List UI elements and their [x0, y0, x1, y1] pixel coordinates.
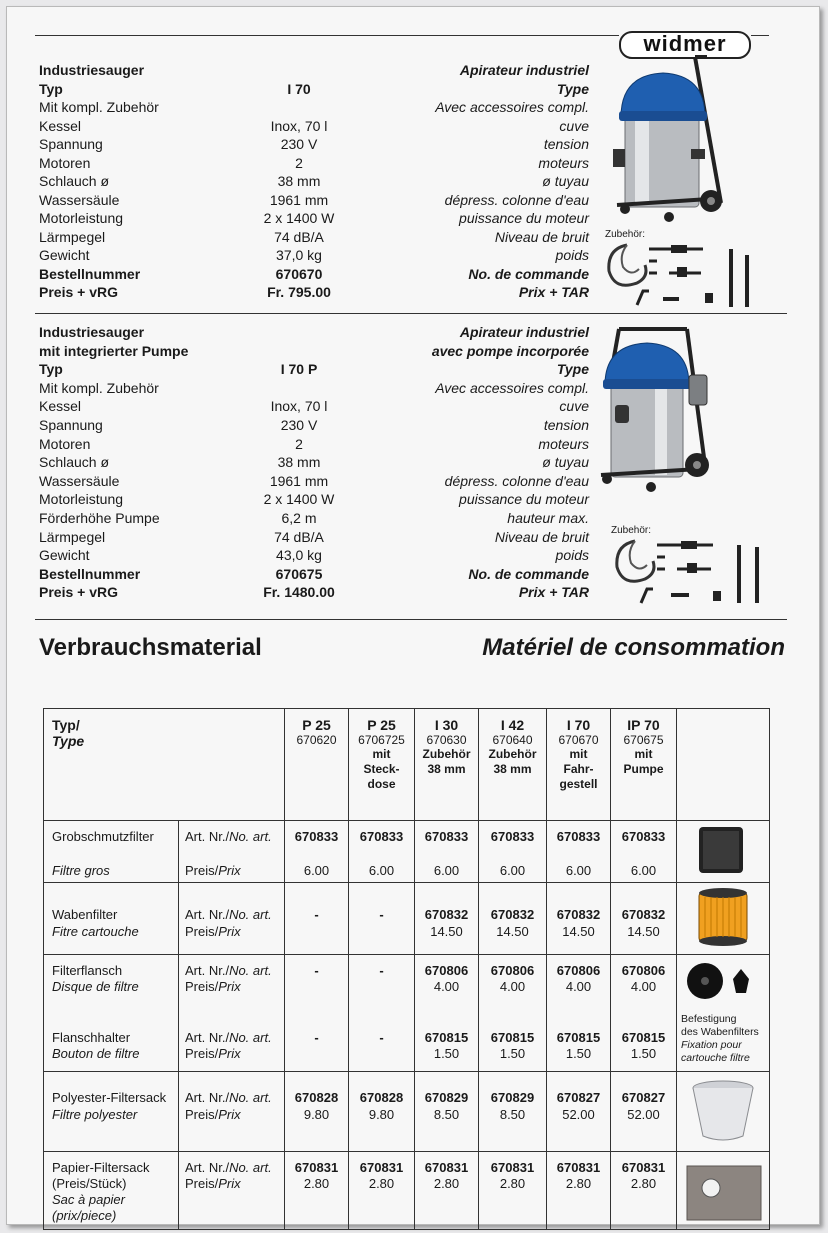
price-value: 1.50	[433, 1046, 460, 1061]
item-name-de: Filterflansch	[52, 963, 123, 978]
item-name-de: Polyester-Filtersack	[52, 1090, 167, 1105]
mounting-note-de-1: Befestigung	[681, 1013, 737, 1025]
column-header: P 25 6706725 mit Steck- dose	[349, 709, 415, 821]
table-row	[44, 821, 770, 883]
spec-label-fr: Apirateur industriel	[459, 324, 589, 340]
spec-value: 2	[295, 435, 303, 452]
consumables-title-fr: Matériel de consommation	[482, 634, 785, 661]
price-value: 6.00	[565, 863, 592, 878]
accessories-label-1: Zubehör:	[605, 229, 646, 240]
item-name-cell	[44, 1072, 179, 1152]
article-number: -	[379, 963, 384, 978]
mounting-note-de-2: des Wabenfilters	[681, 1026, 759, 1038]
paper-filter-bag-image	[677, 1152, 769, 1226]
price-label: Preis/Prix	[185, 1176, 241, 1191]
spec-label-de: Lärmpegel	[39, 228, 106, 245]
image-cell	[677, 1152, 770, 1230]
image-cell	[677, 821, 770, 883]
filter-flange-image	[681, 959, 767, 1007]
article-number: 670833	[424, 829, 469, 844]
image-column-header	[677, 709, 770, 821]
article-number: 670833	[621, 829, 666, 844]
article-number: 670815	[424, 1030, 469, 1045]
column-header: I 70 670670 mit Fahr- gestell	[547, 709, 611, 821]
item-name-cell	[44, 883, 179, 955]
article-number: -	[314, 907, 319, 922]
label-cell	[179, 883, 285, 955]
spec-value: Inox, 70 l	[270, 398, 328, 415]
spec-label-fr: tension	[543, 417, 589, 433]
spec-row	[39, 472, 589, 490]
accessories-label-2: Zubehör:	[611, 525, 652, 536]
table-row	[44, 1072, 770, 1152]
spec-row	[39, 360, 589, 378]
article-number: 670815	[621, 1030, 666, 1045]
article-number: -	[314, 963, 319, 978]
product-1-specs	[39, 61, 589, 301]
spec-label-fr: puissance du moteur	[459, 210, 589, 226]
item-name-fr: Filtre gros	[52, 863, 110, 878]
spec-row	[39, 435, 589, 453]
price-value: 4.00	[630, 979, 657, 994]
article-number: 670831	[490, 1160, 535, 1175]
catalog-page	[6, 6, 820, 1225]
article-number: 670806	[621, 963, 666, 978]
spec-label-fr: dépress. colonne d'eau	[444, 472, 589, 489]
spec-row	[39, 323, 589, 341]
article-number: 670832	[556, 907, 601, 922]
spec-row	[39, 246, 589, 264]
spec-row	[39, 172, 589, 190]
column-header: P 25 670620	[285, 709, 349, 821]
item-name-fr: Sac à papier	[52, 1192, 125, 1207]
spec-label-fr: tension	[543, 136, 589, 152]
article-number: 670832	[490, 907, 535, 922]
image-cell	[677, 1072, 770, 1152]
price-value: 2.80	[303, 1176, 330, 1191]
type-label-de: Typ/	[52, 717, 80, 733]
art-label: Art. Nr./No. art.	[185, 1160, 272, 1175]
spec-label-fr: moteurs	[538, 154, 589, 171]
column-header: I 30 670630 Zubehör 38 mm	[415, 709, 479, 821]
spec-value: 74 dB/A	[274, 528, 324, 545]
spec-row	[39, 397, 589, 415]
spec-row	[39, 528, 589, 546]
widmer-logo: widmer	[619, 31, 751, 59]
spec-label-de: Mit kompl. Zubehör	[39, 379, 159, 396]
spec-label-de: Spannung	[39, 417, 103, 433]
price-value: 6.00	[303, 863, 330, 878]
spec-label-fr: Apirateur industriel	[459, 62, 589, 78]
spec-label-de: Spannung	[39, 136, 103, 152]
polyester-filter-bag-image	[677, 1072, 769, 1148]
article-number: -	[379, 1030, 384, 1045]
price-value: 52.00	[562, 1107, 595, 1122]
spec-row	[39, 61, 589, 79]
article-number: -	[314, 1030, 319, 1045]
price-value: 9.80	[303, 1107, 330, 1122]
spec-label-de: Förderhöhe Pumpe	[39, 510, 160, 526]
item-name-de: Grobschmutzfilter	[52, 829, 154, 844]
price-value: 8.50	[499, 1107, 526, 1122]
price-value: 6.00	[368, 863, 395, 878]
article-number: 670828	[359, 1090, 404, 1105]
spec-row	[39, 509, 589, 527]
spec-label-fr: Type	[556, 361, 589, 378]
spec-label-de: Gewicht	[39, 247, 90, 263]
spec-label-de: Bestellnummer	[39, 565, 141, 582]
article-number: 670829	[490, 1090, 535, 1105]
top-rule	[35, 35, 619, 36]
spec-value: I 70	[287, 80, 311, 97]
spec-label-fr: cuve	[559, 398, 589, 415]
price-label: Preis/Prix	[185, 979, 241, 994]
price-label: Preis/Prix	[185, 924, 241, 939]
price-value: 1.50	[499, 1046, 526, 1061]
spec-row	[39, 490, 589, 508]
price-value: 52.00	[627, 1107, 660, 1122]
spec-row	[39, 154, 589, 172]
price-value: 14.50	[496, 924, 529, 939]
spec-label-de: Motorleistung	[39, 491, 124, 508]
spec-value: 6,2 m	[281, 510, 317, 526]
spec-label-fr: ø tuyau	[542, 173, 589, 189]
spec-label-fr: Prix + TAR	[518, 584, 589, 601]
spec-label-de: Wassersäule	[39, 191, 120, 208]
price-value: 14.50	[627, 924, 660, 939]
spec-label-fr: cuve	[559, 117, 589, 134]
item-name-fr: Disque de filtre	[52, 979, 139, 994]
art-label: Art. Nr./No. art.	[185, 963, 272, 978]
spec-value: 2	[295, 154, 303, 171]
spec-label-de: Kessel	[39, 398, 82, 415]
item-name-de-2: (Preis/Stück)	[52, 1176, 127, 1191]
section-rule-1	[35, 313, 787, 314]
article-number: 670806	[490, 963, 535, 978]
spec-label-de: Industriesauger	[39, 324, 145, 340]
spec-value: Inox, 70 l	[270, 117, 328, 134]
spec-label-fr: puissance du moteur	[459, 491, 589, 508]
item-name-fr-2: (prix/piece)	[52, 1208, 117, 1223]
spec-row	[39, 565, 589, 583]
price-value: 14.50	[430, 924, 463, 939]
spec-value: 74 dB/A	[274, 228, 324, 245]
item-name-fr: Fitre cartouche	[52, 924, 139, 939]
article-number: -	[379, 907, 384, 922]
price-value: 4.00	[433, 979, 460, 994]
type-header-cell	[44, 709, 285, 821]
spec-label-de: Schlauch ø	[39, 454, 110, 471]
price-label: Preis/Prix	[185, 863, 241, 878]
spec-label-fr: dépress. colonne d'eau	[444, 191, 589, 208]
article-number: 670831	[556, 1160, 601, 1175]
spec-label-fr: poids	[555, 547, 589, 564]
spec-label-de: Kessel	[39, 117, 82, 134]
price-value: 2.80	[565, 1176, 592, 1191]
spec-value: 37,0 kg	[276, 247, 322, 263]
spec-label-de: Industriesauger	[39, 62, 145, 78]
article-number: 670832	[621, 907, 666, 922]
price-value: 2.80	[433, 1176, 460, 1191]
article-number: 670831	[621, 1160, 666, 1175]
price-value: 6.00	[630, 863, 657, 878]
image-cell	[677, 955, 770, 1072]
price-value: 8.50	[433, 1107, 460, 1122]
price-value: 9.80	[368, 1107, 395, 1122]
vacuum-cleaner-i70-image	[599, 53, 729, 225]
cartridge-filter-image	[677, 883, 769, 951]
spec-label-de: Preis + vRG	[39, 284, 118, 300]
spec-row	[39, 80, 589, 98]
article-number: 670831	[424, 1160, 469, 1175]
spec-row	[39, 453, 589, 471]
spec-label-fr: Type	[556, 80, 589, 97]
item-name-de: Flanschhalter	[52, 1030, 131, 1045]
spec-row	[39, 416, 589, 434]
spec-value: I 70 P	[280, 361, 318, 378]
spec-value: Fr. 1480.00	[263, 584, 335, 601]
article-number: 670833	[294, 829, 339, 844]
spec-value: 230 V	[280, 136, 318, 152]
article-number: 670833	[490, 829, 535, 844]
label-cell	[179, 1072, 285, 1152]
item-name-de: Wabenfilter	[52, 907, 118, 922]
article-number: 670827	[621, 1090, 666, 1105]
spec-label-fr: moteurs	[538, 435, 589, 452]
article-number: 670815	[490, 1030, 535, 1045]
mounting-note-fr-1: Fixation pour	[681, 1039, 742, 1051]
item-name-fr: Filtre polyester	[52, 1107, 138, 1122]
spec-label-fr: Prix + TAR	[518, 284, 589, 300]
spec-row	[39, 117, 589, 135]
spec-value: 2 x 1400 W	[263, 210, 335, 226]
spec-label-fr: Niveau de bruit	[494, 528, 589, 545]
spec-row	[39, 209, 589, 227]
price-label: Preis/Prix	[185, 1046, 241, 1061]
spec-row	[39, 342, 589, 360]
coarse-filter-image	[677, 821, 769, 879]
spec-row	[39, 228, 589, 246]
spec-row	[39, 265, 589, 283]
article-number: 670831	[294, 1160, 339, 1175]
consumables-table	[43, 708, 770, 1230]
spec-label-de: Typ	[39, 361, 63, 378]
spec-value: 38 mm	[277, 454, 321, 471]
spec-label-de: Motorleistung	[39, 210, 124, 226]
article-number: 670831	[359, 1160, 404, 1175]
spec-label-fr: No. de commande	[468, 565, 589, 582]
vacuum-cleaner-i70p-image	[595, 325, 715, 497]
art-label: Art. Nr./No. art.	[185, 1090, 272, 1105]
item-name-cell	[44, 1152, 179, 1230]
spec-row	[39, 191, 589, 209]
type-label-fr: Type	[52, 733, 85, 749]
art-label: Art. Nr./No. art.	[185, 907, 272, 922]
price-value: 2.80	[368, 1176, 395, 1191]
spec-value: 670670	[275, 265, 323, 282]
spec-row	[39, 98, 589, 116]
spec-label-de: Schlauch ø	[39, 173, 110, 189]
spec-row	[39, 546, 589, 564]
article-number: 670827	[556, 1090, 601, 1105]
price-value: 14.50	[562, 924, 595, 939]
article-number: 670833	[359, 829, 404, 844]
spec-value: 43,0 kg	[276, 547, 322, 564]
accessories-i70p-image	[613, 533, 779, 613]
spec-label-de: Preis + vRG	[39, 584, 118, 601]
table-row	[44, 955, 770, 1072]
spec-label-de: Gewicht	[39, 547, 90, 564]
consumables-title-de: Verbrauchsmaterial	[39, 634, 262, 661]
spec-label-fr: Avec accessoires compl.	[435, 99, 589, 115]
spec-label-de: mit integrierter Pumpe	[39, 342, 189, 359]
spec-label-de: Typ	[39, 80, 63, 97]
item-name-de: Papier-Filtersack	[52, 1160, 150, 1175]
article-number: 670832	[424, 907, 469, 922]
article-number: 670828	[294, 1090, 339, 1105]
price-value: 6.00	[433, 863, 460, 878]
price-value: 4.00	[565, 979, 592, 994]
spec-value: 38 mm	[277, 173, 321, 189]
image-cell	[677, 883, 770, 955]
mounting-note-fr-2: cartouche filtre	[681, 1052, 750, 1064]
spec-label-fr: hauteur max.	[507, 510, 589, 526]
spec-label-fr: avec pompe incorporée	[431, 342, 589, 359]
label-cell	[179, 1152, 285, 1230]
article-number: 670806	[556, 963, 601, 978]
article-number: 670806	[424, 963, 469, 978]
spec-label-de: Lärmpegel	[39, 528, 106, 545]
spec-value: 1961 mm	[269, 191, 329, 208]
table-row	[44, 1152, 770, 1230]
spec-row	[39, 583, 589, 601]
spec-label-fr: poids	[555, 247, 589, 263]
table-header-row	[44, 709, 770, 821]
column-header: I 42 670640 Zubehör 38 mm	[479, 709, 547, 821]
article-number: 670829	[424, 1090, 469, 1105]
spec-label-fr: No. de commande	[468, 265, 589, 282]
price-value: 1.50	[565, 1046, 592, 1061]
label-cell	[179, 955, 285, 1072]
price-value: 4.00	[499, 979, 526, 994]
spec-row	[39, 379, 589, 397]
spec-label-de: Wassersäule	[39, 472, 120, 489]
spec-value: 230 V	[280, 417, 318, 433]
spec-label-de: Bestellnummer	[39, 265, 141, 282]
price-value: 6.00	[499, 863, 526, 878]
section-rule-2	[35, 619, 787, 620]
spec-value: 670675	[275, 565, 323, 582]
price-value: 2.80	[499, 1176, 526, 1191]
spec-label-de: Mit kompl. Zubehör	[39, 99, 159, 115]
art-label: Art. Nr./No. art.	[185, 829, 272, 844]
product-2-specs	[39, 323, 589, 603]
spec-value: 1961 mm	[269, 472, 329, 489]
spec-label-fr: Niveau de bruit	[494, 228, 589, 245]
column-header: IP 70 670675 mit Pumpe	[611, 709, 677, 821]
item-name-cell	[44, 821, 179, 883]
spec-value: 2 x 1400 W	[263, 491, 335, 508]
item-name-fr: Bouton de filtre	[52, 1046, 140, 1061]
spec-label-de: Motoren	[39, 435, 91, 452]
spec-row	[39, 283, 589, 301]
art-label: Art. Nr./No. art.	[185, 1030, 272, 1045]
article-number: 670815	[556, 1030, 601, 1045]
item-name-cell	[44, 955, 179, 1072]
label-cell	[179, 821, 285, 883]
price-value: 2.80	[630, 1176, 657, 1191]
spec-row	[39, 135, 589, 153]
table-row	[44, 883, 770, 955]
price-value: 1.50	[630, 1046, 657, 1061]
spec-value: Fr. 795.00	[267, 284, 331, 300]
spec-label-fr: ø tuyau	[542, 454, 589, 471]
top-rule-right	[751, 35, 769, 36]
accessories-i70-image	[605, 237, 771, 317]
spec-label-fr: Avec accessoires compl.	[435, 379, 589, 396]
price-label: Preis/Prix	[185, 1107, 241, 1122]
article-number: 670833	[556, 829, 601, 844]
spec-label-de: Motoren	[39, 154, 91, 171]
